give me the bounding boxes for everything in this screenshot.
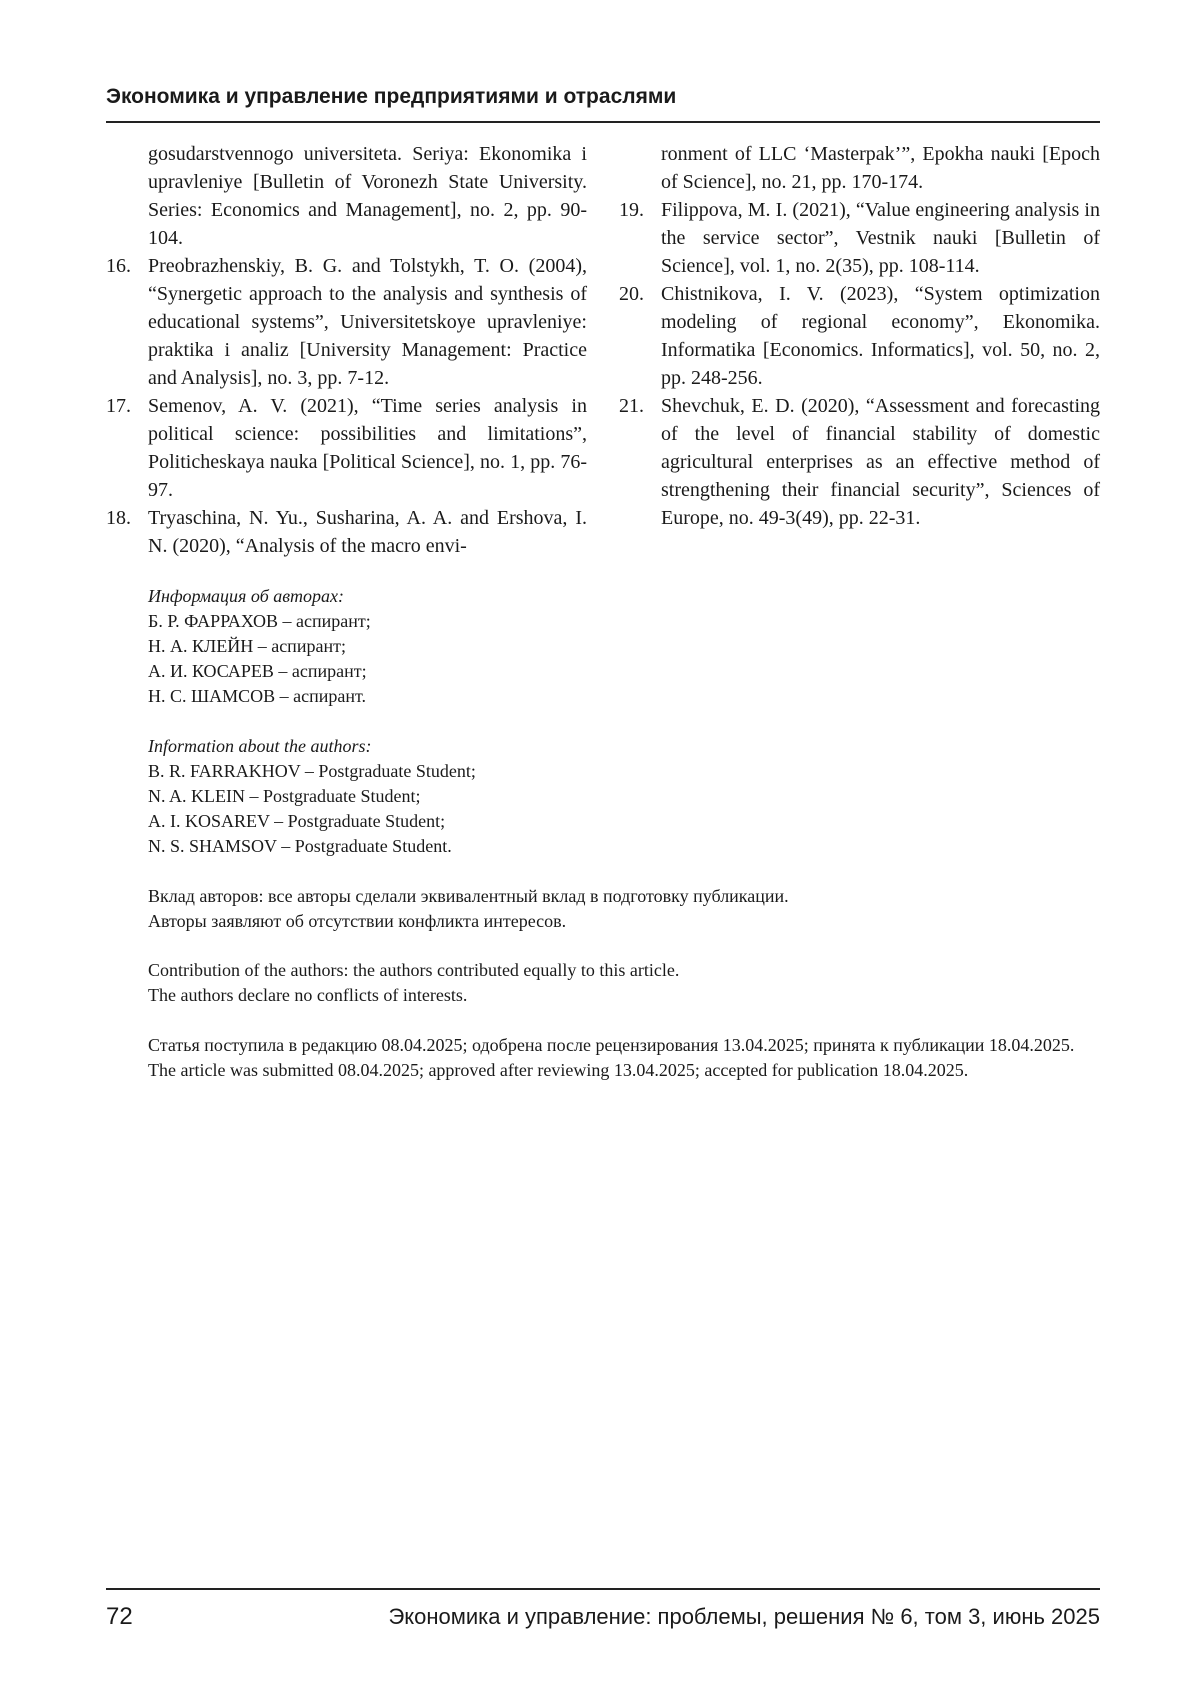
author-line: B. R. FARRAKHOV – Postgraduate Student;	[148, 761, 476, 781]
conflict-line: Авторы заявляют об отсутствии конфликта интересов.	[148, 911, 567, 931]
authors-info-ru-heading: Информация об авторах:	[148, 586, 345, 606]
article-dates	[148, 1033, 1100, 1083]
reference-item	[619, 392, 1100, 532]
reference-text: gosudarstvennogo universiteta. Seriya: Ekonomika i upravleniye [Bulletin of Voronezh State University. Series: Economics and Management], no. 2, pp. 90-104.	[148, 143, 587, 249]
author-line: Н. А. КЛЕЙН – аспирант;	[148, 636, 346, 656]
reference-item	[619, 280, 1100, 392]
page-number: 72	[106, 1603, 133, 1630]
reference-item	[106, 504, 587, 560]
conflict-line: The authors declare no conflicts of interests.	[148, 985, 468, 1005]
reference-item	[106, 140, 587, 252]
authors-info-en	[148, 734, 1100, 859]
author-line: А. И. КОСАРЕВ – аспирант;	[148, 661, 367, 681]
author-line: N. A. KLEIN – Postgraduate Student;	[148, 786, 421, 806]
reference-number: 18.	[106, 507, 131, 529]
reference-number: 16.	[106, 255, 131, 277]
article-dates-ru: Статья поступила в редакцию 08.04.2025; одобрена после рецензирования 13.04.2025; принята к публикации 18.04.2025.	[148, 1035, 1075, 1055]
author-line: Б. Р. ФАРРАХОВ – аспирант;	[148, 611, 371, 631]
contribution-line: Вклад авторов: все авторы сделали эквивалентный вклад в подготовку публикации.	[148, 886, 789, 906]
reference-text: ronment of LLC ‘Masterpak’”, Epokha nauki [Epoch of Science], no. 21, pp. 170-174.	[661, 143, 1100, 193]
author-line: N. S. SHAMSOV – Postgraduate Student.	[148, 836, 452, 856]
reference-item	[106, 252, 587, 392]
reference-number: 19.	[619, 199, 644, 221]
article-dates-en: The article was submitted 08.04.2025; approved after reviewing 13.04.2025; accepted for publication 18.04.2025.	[148, 1060, 969, 1080]
references-right-column	[619, 140, 1100, 532]
reference-text: Shevchuk, E. D. (2020), “Assessment and forecasting of the level of financial stability of domestic agricultural enterprises as an effective method of strengthening their financial security”, Sciences of Europe, no. 49-3(49), pp. 22-31.	[661, 395, 1100, 529]
authors-info-en-heading: Information about the authors:	[148, 736, 372, 756]
author-line: A. I. KOSAREV – Postgraduate Student;	[148, 811, 446, 831]
reference-text: Filippova, M. I. (2021), “Value engineering analysis in the service sector”, Vestnik nauki [Bulletin of Science], vol. 1, no. 2(35), pp. 108-114.	[661, 199, 1100, 277]
contribution-en	[148, 958, 1100, 1008]
reference-item	[106, 392, 587, 504]
footer-rule	[106, 1588, 1100, 1590]
reference-text: Chistnikova, I. V. (2023), “System optimization modeling of regional economy”, Ekonomika. Informatika [Economics. Informatics], vol. 50, no. 2, pp. 248-256.	[661, 283, 1100, 389]
references-left-column	[106, 140, 587, 560]
reference-item	[619, 140, 1100, 196]
reference-text: Semenov, A. V. (2021), “Time series analysis in political science: possibilities and limitations”, Politicheskaya nauka [Political Science], no. 1, pp. 76-97.	[148, 395, 587, 501]
reference-number: 17.	[106, 395, 131, 417]
reference-text: Tryaschina, N. Yu., Susharina, A. A. and Ershova, I. N. (2020), “Analysis of the macro envi-	[148, 507, 587, 557]
contribution-ru	[148, 884, 1100, 934]
header-rule	[106, 121, 1100, 123]
authors-info-ru	[148, 584, 1100, 709]
journal-footer: Экономика и управление: проблемы, решения № 6, том 3, июнь 2025	[388, 1604, 1100, 1629]
reference-number: 21.	[619, 395, 644, 417]
reference-item	[619, 196, 1100, 280]
running-header: Экономика и управление предприятиями и отраслями	[106, 85, 677, 108]
contribution-line: Contribution of the authors: the authors contributed equally to this article.	[148, 960, 680, 980]
reference-number: 20.	[619, 283, 644, 305]
reference-text: Preobrazhenskiy, B. G. and Tolstykh, T. O. (2004), “Synergetic approach to the analysis and synthesis of educational systems”, Universitetskoye upravleniye: praktika i analiz [University Management: Practice and Analysis], no. 3, pp. 7-12.	[148, 255, 587, 389]
author-line: Н. С. ШАМСОВ – аспирант.	[148, 686, 367, 706]
